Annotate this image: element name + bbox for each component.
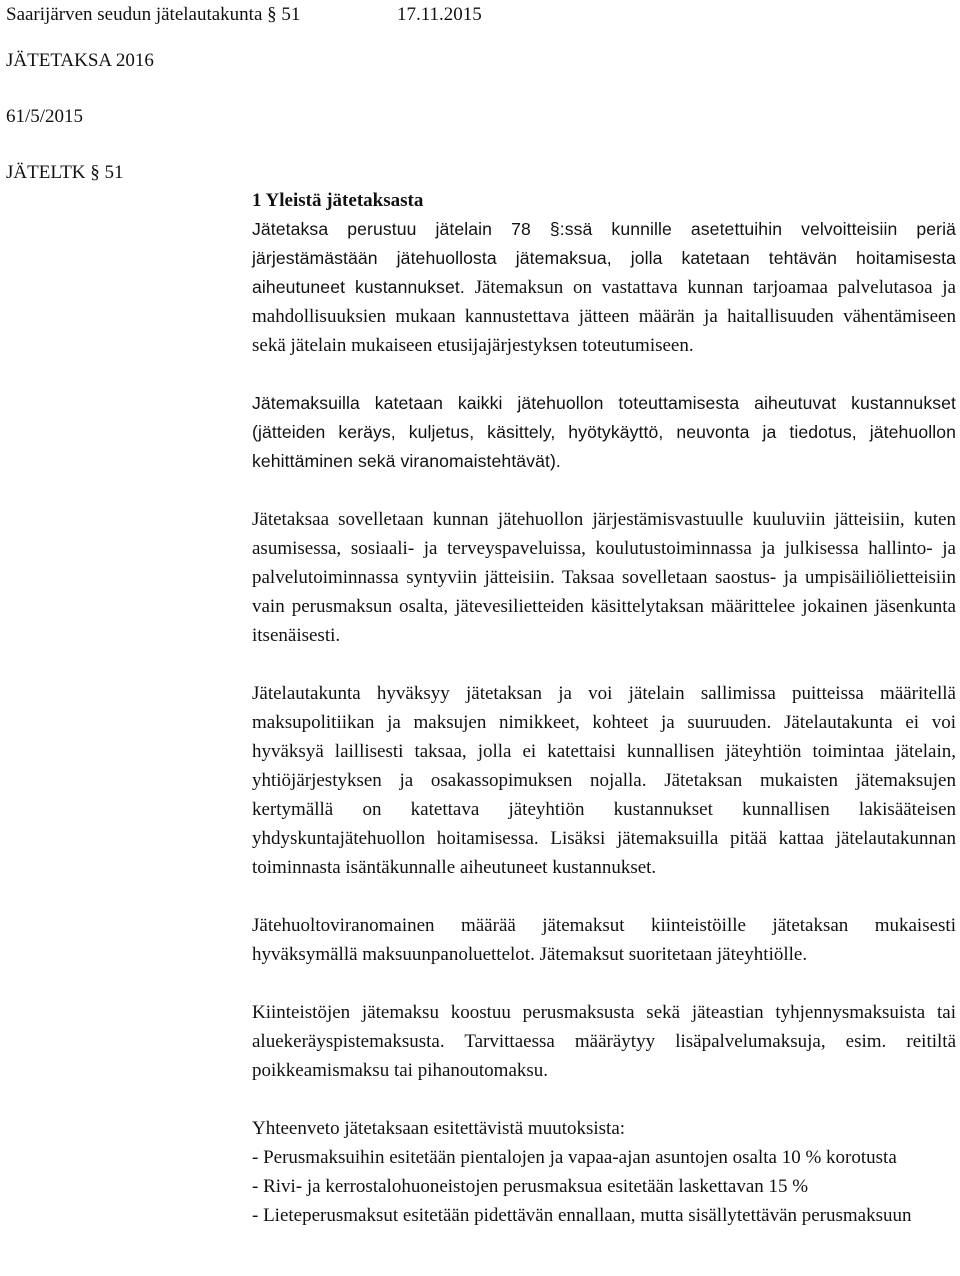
- list-item: - Perusmaksuihin esitetään pientalojen ja vapaa-ajan asuntojen osalta 10 % korotusta: [252, 1147, 897, 1168]
- section-identifier: JÄTELTK § 51: [6, 162, 124, 183]
- paragraph-5: Jätehuoltoviranomainen määrää jätemaksut kiinteistöille jätetaksan mukaisesti hyväksymällä maksuunpanoluettelot. Jätemaksut suoritetaan jäteyhtiölle.: [252, 915, 956, 965]
- reference-number: 61/5/2015: [6, 106, 84, 127]
- section-heading: 1 Yleistä jätetaksasta: [252, 190, 424, 211]
- summary-label: Yhteenveto jätetaksaan esitettävistä muutoksista:: [252, 1118, 626, 1139]
- list-item: - Rivi- ja kerrostalohuoneistojen perusmaksua esitetään laskettavan 15 %: [252, 1176, 809, 1197]
- paragraph-4: Jätelautakunta hyväksyy jätetaksan ja voi jätelain sallimissa puitteissa määritellä maksupolitiikan ja maksujen nimikkeet, kohteet ja suuruuden. Jätelautakunta ei voi hyväksyä laillisesti taksaa, jolla ei katettaisi kunnallisen jäteyhtiön toimintaa jätelain, yhtiöjärjestyksen ja osakassopimuksen nojalla. Jätetaksan mukaisten jätemaksujen kertymällä on katettava jäteyhtiön kustannukset kunnallisen lakisääteisen yhdyskuntajätehuollon hoitamisessa. Lisäksi jätemaksuilla pitää kattaa jätelautakunnan toiminnasta isäntäkunnalle aiheutuneet kustannukset.: [252, 683, 956, 878]
- paragraph-1-intro: Jätetaksa perustuu jätelain 78 §:ssä kunnille asetettuihin velvoitteisiin periä järjestämästään jätehuollosta jätemaksua, jolla katetaan tehtävän hoitamisesta aiheutuneet kustannukset.: [252, 219, 956, 297]
- paragraph-1: [252, 215, 956, 360]
- document-body: [252, 186, 956, 1230]
- paragraph-3: Jätetaksaa sovelletaan kunnan jätehuollon järjestämisvastuulle kuuluviin jätteisiin, kuten asumisessa, sosiaali- ja terveyspaveluissa, koulutustoiminnassa ja julkisessa hallinto- ja palvelutoiminnassa syntyviin jätteisiin. Taksaa sovelletaan saostus- ja umpisäiliölietteisiin vain perusmaksun osalta, jätevesilietteiden käsittelytaksan määrittelee jokainen jäsenkunta itsenäisesti.: [252, 509, 956, 646]
- document-header: [6, 0, 956, 29]
- document-title: JÄTETAKSA 2016: [6, 50, 154, 71]
- paragraph-2: Jätemaksuilla katetaan kaikki jätehuollon toteuttamisesta aiheutuvat kustannukset (jätteiden keräys, kuljetus, käsittely, hyötykäyttö, neuvonta ja tiedotus, jätehuollon kehittäminen sekä viranomaistehtävät).: [252, 393, 956, 471]
- organization-name: Saarijärven seudun jätelautakunta § 51: [6, 4, 301, 25]
- summary-list: [252, 1143, 956, 1230]
- paragraph-6: Kiinteistöjen jätemaksu koostuu perusmaksusta sekä jäteastian tyhjennysmaksuista tai aluekeräyspistemaksusta. Tarvittaessa määräytyy lisäpalvelumaksuja, esim. reitiltä poikkeamismaksu tai pihanoutomaksu.: [252, 1002, 956, 1081]
- paragraph-1-rest: Jätemaksun on vastattava kunnan tarjoamaa palvelutasoa ja mahdollisuuksien mukaan kannustettava jätteen määrän ja haitallisuuden vähentämiseen sekä jätelain mukaiseen etusijajärjestyksen toteutumiseen.: [252, 277, 956, 356]
- list-item: - Lieteperusmaksut esitetään pidettävän ennallaan, mutta sisällytettävän perusmaksuun: [252, 1205, 912, 1226]
- document-date: 17.11.2015: [397, 4, 482, 25]
- changes-summary: [252, 1114, 956, 1230]
